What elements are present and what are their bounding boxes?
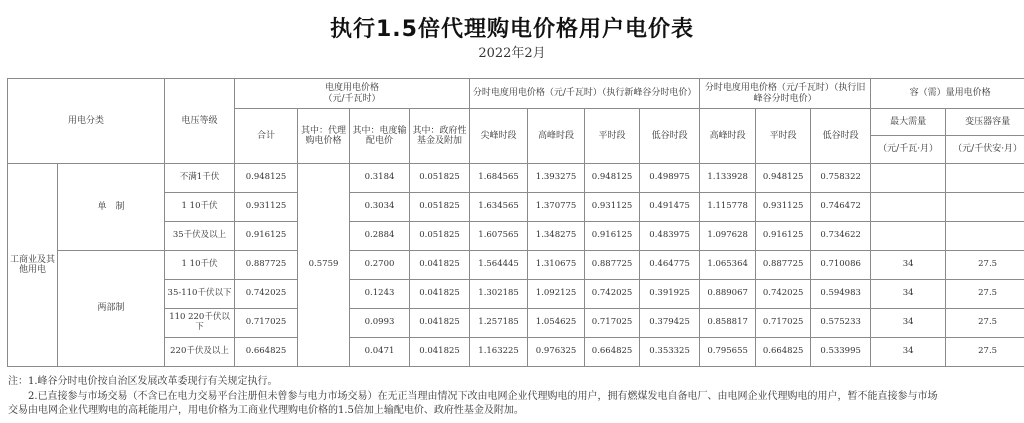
capacity-cell: 27.5 — [946, 251, 1024, 280]
flat-cell: 0.742025 — [585, 280, 640, 309]
peak-cell: 1.310675 — [528, 251, 585, 280]
valley-cell: 0.353325 — [640, 338, 700, 367]
old-flat-cell: 0.916125 — [756, 222, 811, 251]
total-cell: 0.664825 — [235, 338, 298, 367]
page-date: 2022年2月 — [478, 46, 546, 61]
capacity-cell: 27.5 — [946, 309, 1024, 338]
sharp-cell: 1.257185 — [470, 309, 528, 338]
old-flat-cell: 0.948125 — [756, 164, 811, 193]
old-peak-cell: 1.133928 — [700, 164, 756, 193]
header-valley: 低谷时段 — [640, 109, 700, 164]
table-row — [8, 164, 1024, 193]
total-cell: 0.742025 — [235, 280, 298, 309]
old-valley-cell: 0.710086 — [811, 251, 871, 280]
old-peak-cell: 1.065364 — [700, 251, 756, 280]
voltage-cell: 35千伏及以上 — [165, 222, 235, 251]
demand-cell: 34 — [871, 338, 946, 367]
gov-fund-cell: 0.041825 — [410, 251, 470, 280]
old-peak-cell: 0.795655 — [700, 338, 756, 367]
peak-cell: 1.348275 — [528, 222, 585, 251]
header-agent-price: 其中：代理购电价格 — [298, 109, 350, 164]
header-gov-fund: 其中：政府性基金及附加 — [410, 109, 470, 164]
header-old-flat: 平时段 — [756, 109, 811, 164]
demand-cell: 34 — [871, 251, 946, 280]
voltage-cell: 35-110千伏以下 — [165, 280, 235, 309]
total-cell: 0.916125 — [235, 222, 298, 251]
total-cell: 0.931125 — [235, 193, 298, 222]
flat-cell: 0.664825 — [585, 338, 640, 367]
transmission-cell: 0.3034 — [350, 193, 410, 222]
old-flat-cell: 0.887725 — [756, 251, 811, 280]
header-tou-new: 分时电度用电价格（元/千瓦时）（执行新峰谷分时电价） — [470, 79, 700, 109]
note-1: 注：1.峰谷分时电价按自治区发展改革委现行有关规定执行。 — [8, 376, 278, 387]
peak-cell: 1.092125 — [528, 280, 585, 309]
voltage-cell: 220千伏及以上 — [165, 338, 235, 367]
transmission-cell: 0.2700 — [350, 251, 410, 280]
total-cell: 0.948125 — [235, 164, 298, 193]
header-old-peak: 高峰时段 — [700, 109, 756, 164]
header-transformer: 变压器容量 — [946, 109, 1024, 136]
header-transformer-unit: （元/千伏安·月） — [946, 136, 1024, 164]
total-cell: 0.717025 — [235, 309, 298, 338]
header-max-demand-unit: （元/千瓦·月） — [871, 136, 946, 164]
sharp-cell: 1.634565 — [470, 193, 528, 222]
capacity-cell — [946, 193, 1024, 222]
flat-cell: 0.887725 — [585, 251, 640, 280]
old-peak-cell: 0.858817 — [700, 309, 756, 338]
gov-fund-cell: 0.051825 — [410, 193, 470, 222]
demand-cell — [871, 193, 946, 222]
transmission-cell: 0.2884 — [350, 222, 410, 251]
header-peak-sharp: 尖峰时段 — [470, 109, 528, 164]
valley-cell: 0.391925 — [640, 280, 700, 309]
valley-cell: 0.483975 — [640, 222, 700, 251]
old-peak-cell: 1.097628 — [700, 222, 756, 251]
header-energy-group: 电度用电价格 （元/千瓦时） — [235, 79, 470, 109]
peak-cell: 1.370775 — [528, 193, 585, 222]
old-flat-cell: 0.717025 — [756, 309, 811, 338]
old-flat-cell: 0.931125 — [756, 193, 811, 222]
gov-fund-cell: 0.041825 — [410, 338, 470, 367]
header-voltage: 电压等级 — [165, 79, 235, 164]
voltage-cell: 1 10千伏 — [165, 251, 235, 280]
header-tou-old: 分时电度用电价格（元/千瓦时）（执行旧峰谷分时电价） — [700, 79, 871, 109]
note-2-continued: 交易由电网企业代理购电的高耗能用户，用电价格为工商业代理购电价格的1.5倍加上输配电价、政府性基金及附加。 — [8, 405, 524, 416]
capacity-cell: 27.5 — [946, 338, 1024, 367]
valley-cell: 0.379425 — [640, 309, 700, 338]
category-cell: 工商业及其他用电 — [8, 164, 58, 367]
header-max-demand: 最大需量 — [871, 109, 946, 136]
peak-cell: 0.976325 — [528, 338, 585, 367]
old-flat-cell: 0.742025 — [756, 280, 811, 309]
old-valley-cell: 0.594983 — [811, 280, 871, 309]
valley-cell: 0.464775 — [640, 251, 700, 280]
old-flat-cell: 0.664825 — [756, 338, 811, 367]
capacity-cell: 27.5 — [946, 280, 1024, 309]
header-total: 合计 — [235, 109, 298, 164]
table-row — [8, 251, 1024, 280]
capacity-cell — [946, 164, 1024, 193]
price-table — [7, 78, 1024, 367]
gov-fund-cell: 0.051825 — [410, 222, 470, 251]
flat-cell: 0.916125 — [585, 222, 640, 251]
transmission-cell: 0.1243 — [350, 280, 410, 309]
old-valley-cell: 0.533995 — [811, 338, 871, 367]
header-flat: 平时段 — [585, 109, 640, 164]
old-peak-cell: 0.889067 — [700, 280, 756, 309]
page-title: 执行1.5倍代理购电价格用户电价表 — [330, 17, 694, 42]
header-transmission: 其中：电度输配电价 — [350, 109, 410, 164]
sharp-cell: 1.607565 — [470, 222, 528, 251]
transmission-cell: 0.3184 — [350, 164, 410, 193]
peak-cell: 1.054625 — [528, 309, 585, 338]
header-peak: 高峰时段 — [528, 109, 585, 164]
flat-cell: 0.931125 — [585, 193, 640, 222]
flat-cell: 0.717025 — [585, 309, 640, 338]
note-2: 2.已直接参与市场交易（不含已在电力交易平台注册但未曾参与电力市场交易）在无正当理由情况下改由电网企业代理购电的用户，拥有燃煤发电自备电厂、由电网企业代理购电的用户，暂不能直接参与市场 — [28, 390, 938, 402]
transmission-cell: 0.0471 — [350, 338, 410, 367]
voltage-cell: 1 10千伏 — [165, 193, 235, 222]
single-system-cell: 单 制 — [58, 164, 165, 251]
total-cell: 0.887725 — [235, 251, 298, 280]
voltage-cell: 不满1千伏 — [165, 164, 235, 193]
old-valley-cell: 0.746472 — [811, 193, 871, 222]
valley-cell: 0.491475 — [640, 193, 700, 222]
sharp-cell: 1.302185 — [470, 280, 528, 309]
header-capacity-group: 容（需）量用电价格 — [871, 79, 1024, 109]
gov-fund-cell: 0.041825 — [410, 280, 470, 309]
footnotes — [8, 375, 1018, 419]
header-old-valley: 低谷时段 — [811, 109, 871, 164]
peak-cell: 1.393275 — [528, 164, 585, 193]
flat-cell: 0.948125 — [585, 164, 640, 193]
gov-fund-cell: 0.041825 — [410, 309, 470, 338]
old-peak-cell: 1.115778 — [700, 193, 756, 222]
capacity-cell — [946, 222, 1024, 251]
demand-cell: 34 — [871, 309, 946, 338]
old-valley-cell: 0.734622 — [811, 222, 871, 251]
demand-cell — [871, 222, 946, 251]
demand-cell — [871, 164, 946, 193]
sharp-cell: 1.684565 — [470, 164, 528, 193]
old-valley-cell: 0.758322 — [811, 164, 871, 193]
valley-cell: 0.498975 — [640, 164, 700, 193]
old-valley-cell: 0.575233 — [811, 309, 871, 338]
sharp-cell: 1.564445 — [470, 251, 528, 280]
header-category: 用电分类 — [8, 79, 165, 164]
agent-price-cell: 0.5759 — [298, 164, 350, 367]
voltage-cell: 110 220千伏以下 — [165, 309, 235, 338]
demand-cell: 34 — [871, 280, 946, 309]
transmission-cell: 0.0993 — [350, 309, 410, 338]
gov-fund-cell: 0.051825 — [410, 164, 470, 193]
two-part-system-cell: 两部制 — [58, 251, 165, 367]
sharp-cell: 1.163225 — [470, 338, 528, 367]
